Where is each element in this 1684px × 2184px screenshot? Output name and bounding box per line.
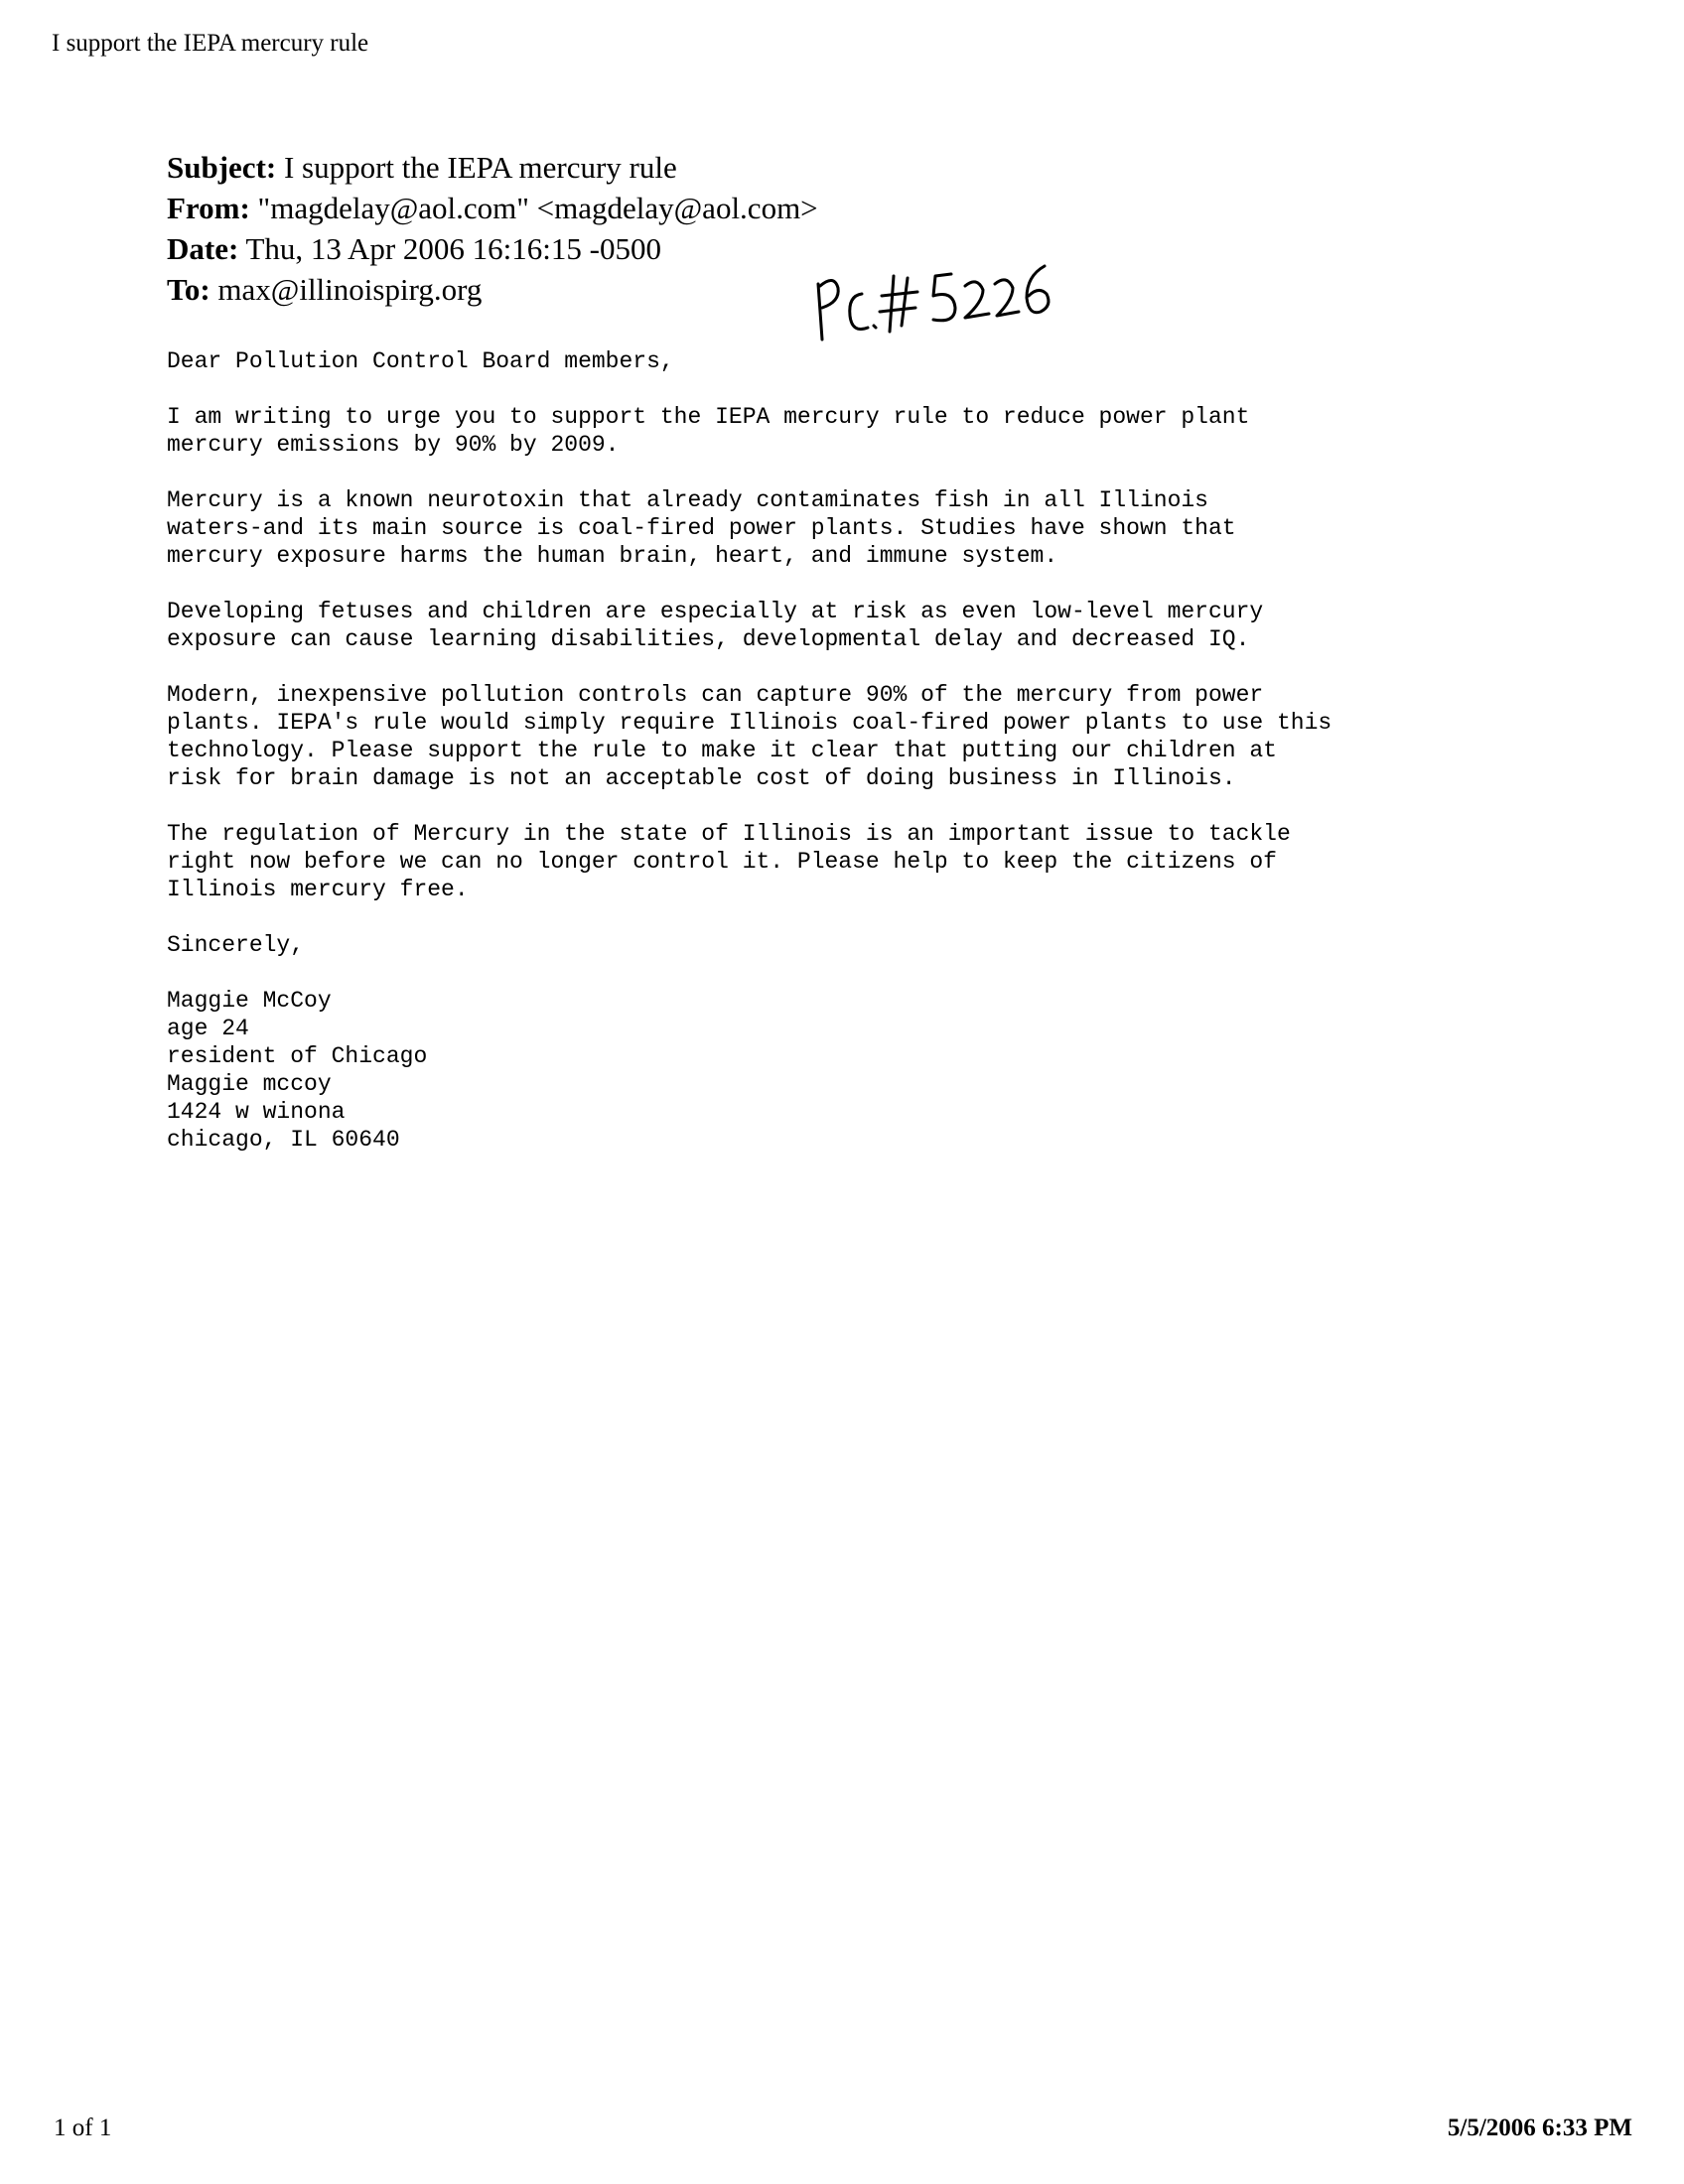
signature-line: age 24 xyxy=(167,1016,249,1041)
signature-block xyxy=(167,987,1332,1154)
print-timestamp: 5/5/2006 6:33 PM xyxy=(1447,2115,1632,2141)
to-value: max@illinoispirg.org xyxy=(210,272,483,307)
body-paragraph: The regulation of Mercury in the state of Illinois is an important issue to tackle right now before we can no longer control it. Please help to keep the citizens of Illinois mercury free. xyxy=(167,821,1291,902)
date-label: Date: xyxy=(167,231,239,266)
signature-line: chicago, IL 60640 xyxy=(167,1127,400,1153)
subject-row xyxy=(167,147,818,188)
to-row xyxy=(167,269,818,310)
body-paragraph: Developing fetuses and children are especially at risk as even low-level mercury exposure can cause learning disabilities, developmental delay and decreased IQ. xyxy=(167,599,1264,652)
page-number: 1 of 1 xyxy=(54,2115,112,2141)
print-header-title: I support the IEPA mercury rule xyxy=(52,30,369,57)
from-label: From: xyxy=(167,191,250,225)
signature-line: 1424 w winona xyxy=(167,1099,346,1125)
signature-line: resident of Chicago xyxy=(167,1043,428,1069)
email-headers xyxy=(167,147,818,310)
signature-line: Maggie mccoy xyxy=(167,1071,332,1097)
to-label: To: xyxy=(167,272,210,307)
signature-line: Maggie McCoy xyxy=(167,988,332,1014)
subject-value: I support the IEPA mercury rule xyxy=(276,150,677,185)
body-paragraph: I am writing to urge you to support the IEPA mercury rule to reduce power plant mercury emissions by 90% by 2009. xyxy=(167,404,1250,458)
greeting: Dear Pollution Control Board members, xyxy=(167,348,674,374)
date-row xyxy=(167,228,818,269)
closing: Sincerely, xyxy=(167,932,305,958)
from-row xyxy=(167,188,818,228)
subject-label: Subject: xyxy=(167,150,277,185)
handwritten-stamp xyxy=(814,256,1072,345)
body-paragraph: Modern, inexpensive pollution controls can capture 90% of the mercury from power plants. IEPA's rule would simply require Illinois coal-fired power plants to use this technology. Please support the rule to make it clear that putting our children at risk for brain damage is not an acceptable cost of doing business in Illinois. xyxy=(167,682,1333,791)
body-paragraph: Mercury is a known neurotoxin that already contaminates fish in all Illinois waters-and its main source is coal-fired power plants. Studies have shown that mercury exposure harms the human brain, heart, and immune system. xyxy=(167,487,1236,569)
from-value: "magdelay@aol.com" <magdelay@aol.com> xyxy=(249,191,818,225)
email-body xyxy=(167,347,1332,1154)
date-value: Thu, 13 Apr 2006 16:16:15 -0500 xyxy=(238,231,661,266)
